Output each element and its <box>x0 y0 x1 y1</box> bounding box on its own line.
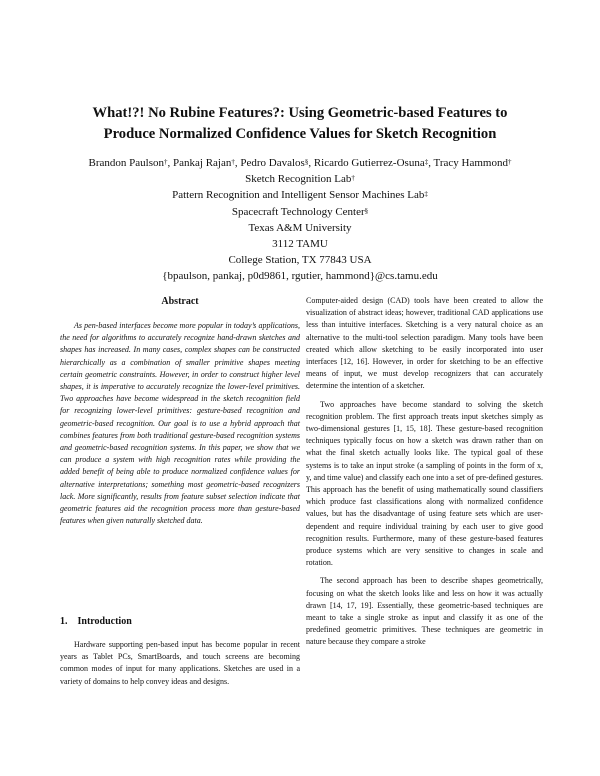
affiliation-mark: † <box>164 158 168 166</box>
author-block <box>40 155 560 285</box>
section-title: Introduction <box>77 616 132 627</box>
title-line-2: Produce Normalized Confidence Values for Sketch Recognition <box>103 126 497 142</box>
affiliation-line <box>40 187 560 203</box>
university: Texas A&M University <box>248 221 352 234</box>
paper-title <box>40 103 560 145</box>
section-number: 1. <box>60 616 68 627</box>
title-line-1: What!?! No Rubine Features?: Using Geometric-based Features to <box>92 105 508 121</box>
section-heading-introduction <box>60 616 132 627</box>
author-name: Pankaj Rajan <box>173 157 232 169</box>
body-paragraph: The second approach has been to describe shapes geometrically, focusing on what the sketch looks like and less on how it was actually drawn [14, 17, 19]. Essentially, these geometric-based techniques are meant to take a single stroke as input and classify it as one of the predefined geometric primitives. These techniques are geometric in nature because they compare a stroke <box>306 576 543 647</box>
body-paragraph: Two approaches have become standard to solving the sketch recognition problem. The first approach treats input sketches simply as two-dimensional gestures [1, 15, 18]. These gesture-based recognition techniques typically focus on how a sketch was drawn rather than on what the final sketch actually looks like. The typical goal of these systems is to take an input stroke (a sampling of points in the form of x, y, and time value) and classify each one into a set of pre-defined gestures. This approach has the benefit of using mathematically sound classifiers which produce fast classifications along with normalized confidence values, but has the disadvantage of using feature sets which are user-dependent and require individual training by each user to give good recognition results. Furthermore, many of these gesture-based features produce systems which are very sensitive to changes in scale and rotation. <box>306 399 543 568</box>
street-address: 3112 TAMU <box>272 238 328 251</box>
affiliation-mark: § <box>304 158 309 166</box>
affiliation-name: Pattern Recognition and Intelligent Sensor Machines Lab <box>172 189 425 202</box>
affiliation-name: Sketch Recognition Lab <box>245 173 352 186</box>
affiliation-name: Spacecraft Technology Center <box>231 205 365 218</box>
affiliation-mark: † <box>507 158 512 166</box>
author-list: Brandon Paulson†, Pankaj Rajan†, Pedro Davalos§, Ricardo Gutierrez-Osuna‡, Tracy Hammond† <box>88 157 512 169</box>
affiliation-line <box>40 204 560 220</box>
author-emails: {bpaulson, pankaj, p0d9861, rgutier, hammond}@cs.tamu.edu <box>162 270 438 283</box>
affiliation-mark: § <box>364 206 369 215</box>
affiliation-mark: ‡ <box>424 158 429 166</box>
abstract-heading: Abstract <box>161 296 199 307</box>
body-paragraph: Computer-aided design (CAD) tools have been created to allow the visualization of abstract ideas; however, traditional CAD applications use less than intuitive interfaces. Sketching is a very natural choice as an alternative to the multi-tool selection paradigm. Many tools have been created which allow sketching to be easily incorporated into user interfaces [12, 16]. However, in order for sketching to be an effective means of input, we must develop recognizers that can accurately determine the intention of a sketcher. <box>306 296 543 391</box>
author-name: Pedro Davalos <box>240 157 305 169</box>
affiliation-line <box>40 171 560 187</box>
affiliation-mark: † <box>351 174 355 183</box>
author-name: Brandon Paulson <box>88 157 164 169</box>
affiliation-mark: ‡ <box>424 190 428 199</box>
author-name: Ricardo Gutierrez-Osuna <box>313 157 425 169</box>
abstract-text: As pen-based interfaces become more popular in today’s applications, the need for algorithms to accurately recognize hand-drawn sketches and shapes has increased. In many cases, complex shapes can be constructed hierarchically as a combination of smaller primitive shapes meeting certain geometric constraints. However, in order to construct higher level shapes, it is imperative to accurately recognize the lower-level primitives. Two approaches have become widespread in the sketch recognition field for recognizing lower-level primitives: gesture-based recognition and geometric-based recognition. Our goal is to use a hybrid approach that combines features from both traditional gesture-based recognition systems and geometric-based recognition systems. In this paper, we show that we can produce a system with high recognition rates while providing the added benefit of being able to produce normalized confidence values for alternative interpretations; something most geometric-based recognizers lack. More significantly, results from feature subset selection indicate that geometric features aid the recognition process more than gesture-based features when given naturally sketched data. <box>60 321 300 526</box>
intro-paragraph: Hardware supporting pen-based input has become popular in recent years as Tablet PCs, SmartBoards, and touch screens are becoming common modes of input for many applications. Sketches are used in a variety of domains to help convey ideas and designs. <box>60 640 300 686</box>
author-name: Tracy Hammond <box>433 157 508 169</box>
right-column <box>306 295 543 655</box>
affiliation-mark: † <box>231 158 235 166</box>
city-address: College Station, TX 77843 USA <box>228 254 372 267</box>
